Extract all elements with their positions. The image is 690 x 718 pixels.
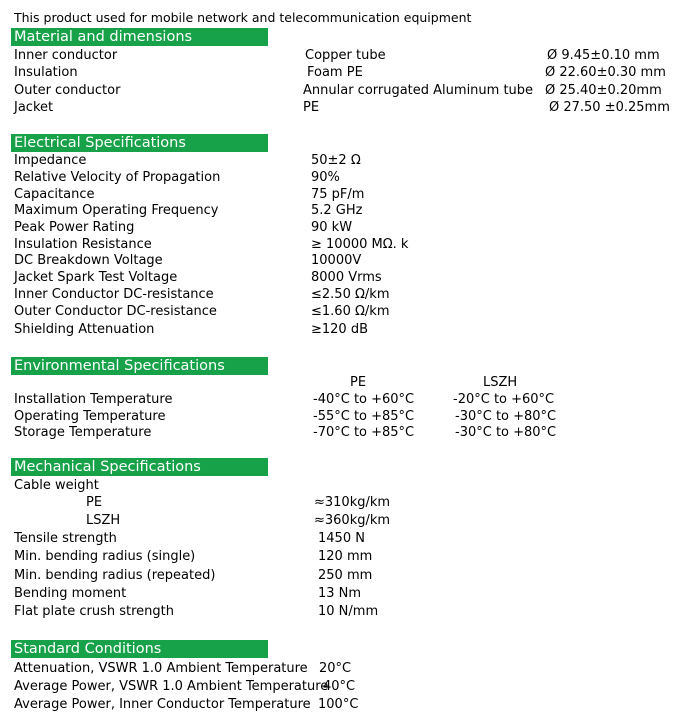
spec-value: 75 pF/m <box>311 187 365 202</box>
spec-label: Insulation Resistance <box>14 237 152 252</box>
spec-label: Capacitance <box>14 187 95 202</box>
spec-label: Min. bending radius (single) <box>14 549 196 564</box>
material-dimension: Ø 9.45±0.10 mm <box>547 48 660 63</box>
temp-lszh: -30°C to +80°C <box>455 409 557 424</box>
spec-label: DC Breakdown Voltage <box>14 253 163 268</box>
material-value: Annular corrugated Aluminum tube <box>303 83 534 98</box>
temp-lszh: -30°C to +80°C <box>455 425 557 440</box>
spec-label: Shielding Attenuation <box>14 322 155 337</box>
spec-value: 90 kW <box>311 220 353 235</box>
spec-label: Relative Velocity of Propagation <box>14 170 221 185</box>
spec-value: ≈360kg/km <box>314 513 391 528</box>
spec-label: Min. bending radius (repeated) <box>14 568 216 583</box>
material-label: Inner conductor <box>14 48 118 63</box>
spec-label: Flat plate crush strength <box>14 604 174 619</box>
spec-value: ≥120 dB <box>311 322 369 337</box>
temp-pe: -40°C to +60°C <box>313 392 415 407</box>
weight-sub-label: LSZH <box>86 513 121 528</box>
material-value: PE <box>303 100 320 115</box>
material-dimension: Ø 22.60±0.30 mm <box>545 65 666 80</box>
spec-value: 120 mm <box>318 549 373 564</box>
material-label: Jacket <box>14 100 54 115</box>
column-header-lszh: LSZH <box>483 375 518 390</box>
condition-value: 40°C <box>323 679 356 694</box>
condition-label: Attenuation, VSWR 1.0 Ambient Temperature <box>14 661 308 676</box>
spec-label: Bending moment <box>14 586 127 601</box>
temp-pe: -70°C to +85°C <box>313 425 415 440</box>
spec-value: 5.2 GHz <box>311 203 363 218</box>
spec-value: 10 N/mm <box>318 604 379 619</box>
spec-value: 250 mm <box>318 568 373 583</box>
temp-label: Operating Temperature <box>14 409 166 424</box>
spec-label: Inner Conductor DC-resistance <box>14 287 214 302</box>
spec-label: Impedance <box>14 153 87 168</box>
material-dimension: Ø 25.40±0.20mm <box>545 83 662 98</box>
temp-label: Storage Temperature <box>14 425 152 440</box>
material-dimension: Ø 27.50 ±0.25mm <box>549 100 670 115</box>
section-header-mechanical: Mechanical Specifications <box>11 458 268 476</box>
spec-label: Jacket Spark Test Voltage <box>14 270 178 285</box>
spec-value: 50±2 Ω <box>311 153 361 168</box>
spec-label: Peak Power Rating <box>14 220 135 235</box>
spec-value: ≈310kg/km <box>314 495 391 510</box>
section-header-material: Material and dimensions <box>11 28 268 46</box>
spec-value: ≥ 10000 MΩ. k <box>311 237 409 252</box>
spec-value: 10000V <box>311 253 362 268</box>
material-label: Insulation <box>14 65 78 80</box>
spec-value: 13 Nm <box>318 586 362 601</box>
spec-value: 1450 N <box>318 531 365 546</box>
weight-sub-label: PE <box>86 495 103 510</box>
temp-pe: -55°C to +85°C <box>313 409 415 424</box>
condition-label: Average Power, Inner Conductor Temperature <box>14 697 311 712</box>
section-header-standard: Standard Conditions <box>11 640 268 658</box>
condition-value: 100°C <box>318 697 359 712</box>
material-value: Foam PE <box>307 65 363 80</box>
spec-label: Tensile strength <box>14 531 117 546</box>
condition-label: Average Power, VSWR 1.0 Ambient Temperature <box>14 679 329 694</box>
section-header-electrical: Electrical Specifications <box>11 134 268 152</box>
spec-label: Maximum Operating Frequency <box>14 203 219 218</box>
column-header-pe: PE <box>350 375 367 390</box>
spec-value: 8000 Vrms <box>311 270 382 285</box>
temp-label: Installation Temperature <box>14 392 173 407</box>
material-value: Copper tube <box>305 48 386 63</box>
spec-value: ≤2.50 Ω/km <box>311 287 390 302</box>
section-header-environmental: Environmental Specifications <box>11 357 268 375</box>
temp-lszh: -20°C to +60°C <box>453 392 555 407</box>
spec-value: ≤1.60 Ω/km <box>311 304 390 319</box>
cable-weight-label: Cable weight <box>14 478 99 493</box>
intro-text: This product used for mobile network and telecommunication equipment <box>14 10 472 25</box>
spec-label: Outer Conductor DC-resistance <box>14 304 217 319</box>
condition-value: 20°C <box>319 661 352 676</box>
spec-value: 90% <box>311 170 340 185</box>
material-label: Outer conductor <box>14 83 121 98</box>
